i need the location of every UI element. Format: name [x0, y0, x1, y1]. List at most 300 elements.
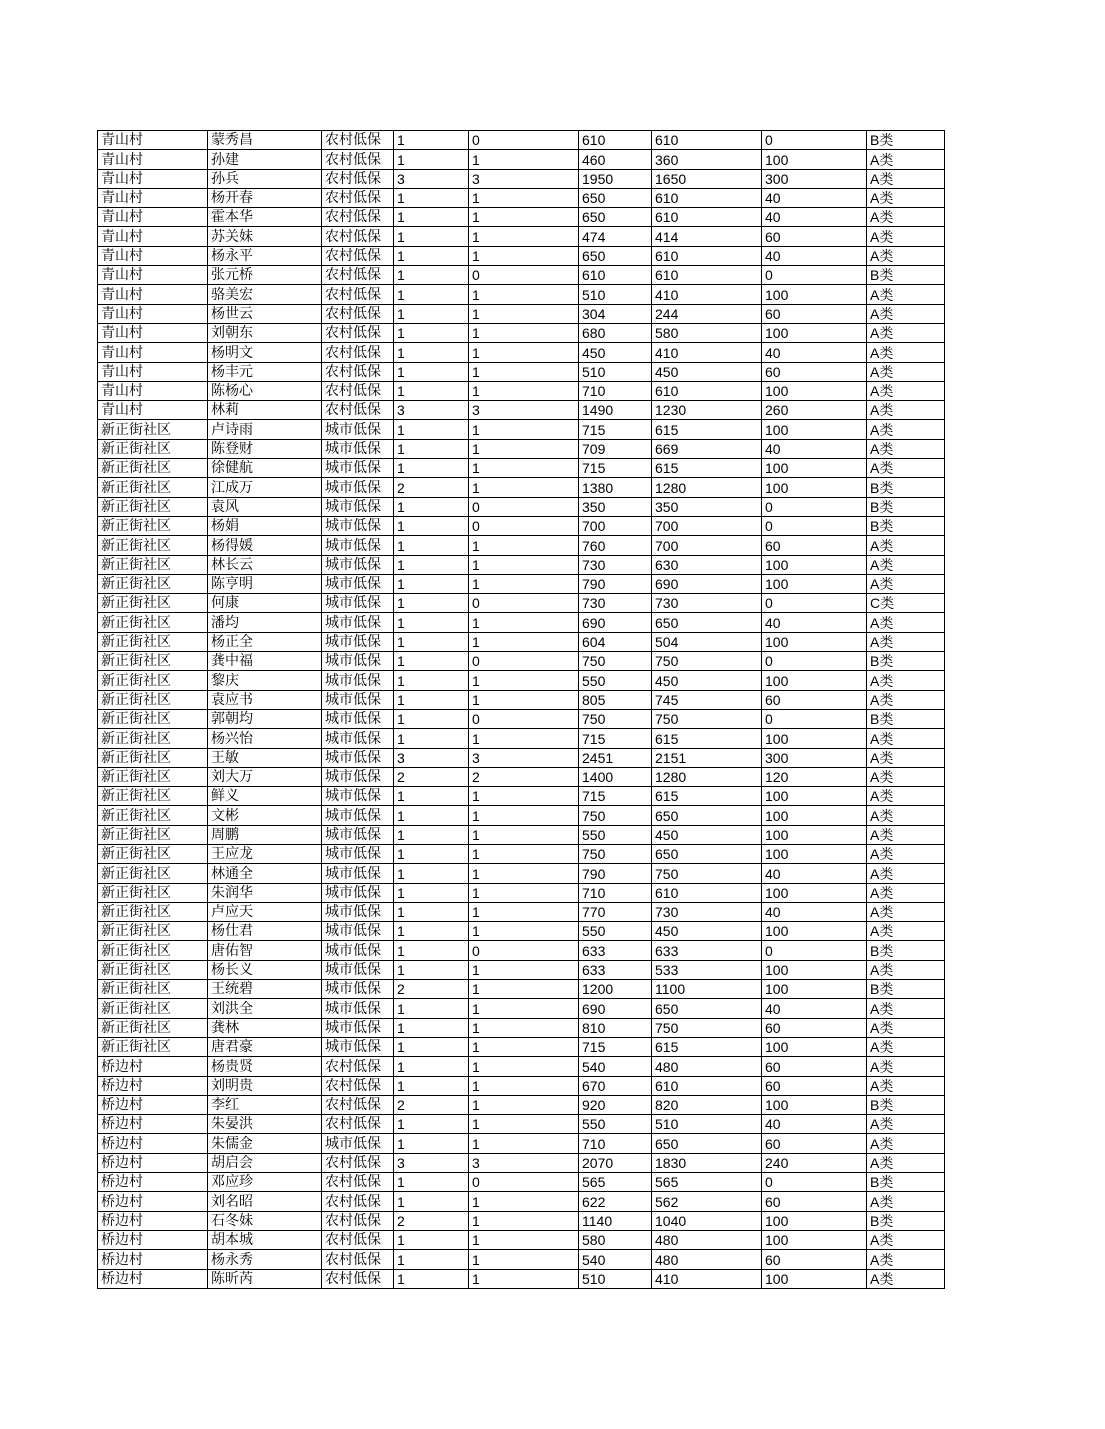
income-cell: 690 — [652, 574, 762, 593]
household-size-cell: 1 — [394, 825, 469, 844]
name-cell: 江成万 — [208, 478, 322, 497]
income-cell: 450 — [652, 362, 762, 381]
standard-cell: 633 — [579, 960, 652, 979]
standard-cell: 715 — [579, 459, 652, 478]
household-size-cell: 1 — [394, 266, 469, 285]
household-size-cell: 2 — [394, 767, 469, 786]
table-row — [98, 922, 945, 941]
name-cell: 杨仕君 — [208, 922, 322, 941]
count-cell: 1 — [469, 1095, 579, 1114]
count-cell: 1 — [469, 671, 579, 690]
name-cell: 龚中福 — [208, 652, 322, 671]
standard-cell: 580 — [579, 1230, 652, 1249]
table-row — [98, 574, 945, 593]
table-row — [98, 285, 945, 304]
income-cell: 480 — [652, 1057, 762, 1076]
income-cell: 360 — [652, 150, 762, 169]
type-cell: 城市低保 — [322, 555, 394, 574]
subsidy-cell: 100 — [762, 150, 867, 169]
income-cell: 410 — [652, 285, 762, 304]
subsidy-cell: 60 — [762, 536, 867, 555]
type-cell: 城市低保 — [322, 787, 394, 806]
type-cell: 城市低保 — [322, 806, 394, 825]
count-cell: 1 — [469, 613, 579, 632]
table-row — [98, 246, 945, 265]
category-cell: A类 — [867, 343, 945, 362]
standard-cell: 622 — [579, 1192, 652, 1211]
household-size-cell: 1 — [394, 1230, 469, 1249]
category-cell: A类 — [867, 844, 945, 863]
table-row — [98, 1134, 945, 1153]
subsidy-cell: 100 — [762, 806, 867, 825]
household-size-cell: 2 — [394, 478, 469, 497]
name-cell: 骆美宏 — [208, 285, 322, 304]
income-cell: 615 — [652, 787, 762, 806]
category-cell: A类 — [867, 574, 945, 593]
household-size-cell: 1 — [394, 188, 469, 207]
type-cell: 城市低保 — [322, 1018, 394, 1037]
standard-cell: 550 — [579, 922, 652, 941]
subsidy-cell: 40 — [762, 439, 867, 458]
subsidy-cell: 0 — [762, 497, 867, 516]
standard-cell: 610 — [579, 131, 652, 150]
category-cell: A类 — [867, 1115, 945, 1134]
standard-cell: 350 — [579, 497, 652, 516]
standard-cell: 474 — [579, 227, 652, 246]
standard-cell: 770 — [579, 902, 652, 921]
type-cell: 农村低保 — [322, 1173, 394, 1192]
table-row — [98, 652, 945, 671]
type-cell: 城市低保 — [322, 516, 394, 535]
category-cell: A类 — [867, 1057, 945, 1076]
standard-cell: 633 — [579, 941, 652, 960]
income-cell: 610 — [652, 381, 762, 400]
household-size-cell: 1 — [394, 806, 469, 825]
income-cell: 244 — [652, 304, 762, 323]
subsidy-cell: 100 — [762, 671, 867, 690]
income-cell: 820 — [652, 1095, 762, 1114]
name-cell: 胡启会 — [208, 1153, 322, 1172]
income-cell: 750 — [652, 652, 762, 671]
type-cell: 农村低保 — [322, 266, 394, 285]
household-size-cell: 3 — [394, 1153, 469, 1172]
type-cell: 城市低保 — [322, 536, 394, 555]
count-cell: 0 — [469, 131, 579, 150]
category-cell: A类 — [867, 787, 945, 806]
standard-cell: 670 — [579, 1076, 652, 1095]
count-cell: 1 — [469, 459, 579, 478]
name-cell: 周鹏 — [208, 825, 322, 844]
table-row — [98, 1057, 945, 1076]
standard-cell: 730 — [579, 555, 652, 574]
subsidy-cell: 100 — [762, 787, 867, 806]
area-cell: 青山村 — [98, 150, 208, 169]
count-cell: 1 — [469, 864, 579, 883]
standard-cell: 690 — [579, 999, 652, 1018]
table-row — [98, 980, 945, 999]
category-cell: A类 — [867, 825, 945, 844]
standard-cell: 750 — [579, 652, 652, 671]
count-cell: 1 — [469, 1115, 579, 1134]
subsidy-cell: 40 — [762, 864, 867, 883]
name-cell: 唐佑智 — [208, 941, 322, 960]
household-size-cell: 1 — [394, 574, 469, 593]
count-cell: 1 — [469, 323, 579, 342]
area-cell: 新正街社区 — [98, 980, 208, 999]
category-cell: B类 — [867, 497, 945, 516]
household-size-cell: 1 — [394, 1115, 469, 1134]
income-cell: 610 — [652, 883, 762, 902]
area-cell: 青山村 — [98, 227, 208, 246]
subsidy-cell: 100 — [762, 1095, 867, 1114]
name-cell: 石冬妹 — [208, 1211, 322, 1230]
type-cell: 城市低保 — [322, 652, 394, 671]
table-row — [98, 767, 945, 786]
count-cell: 1 — [469, 883, 579, 902]
standard-cell: 920 — [579, 1095, 652, 1114]
standard-cell: 650 — [579, 246, 652, 265]
area-cell: 新正街社区 — [98, 922, 208, 941]
income-cell: 650 — [652, 806, 762, 825]
name-cell: 陈杨心 — [208, 381, 322, 400]
standard-cell: 750 — [579, 806, 652, 825]
income-cell: 730 — [652, 902, 762, 921]
count-cell: 1 — [469, 1269, 579, 1288]
name-cell: 郭朝均 — [208, 709, 322, 728]
category-cell: A类 — [867, 960, 945, 979]
category-cell: A类 — [867, 632, 945, 651]
table-row — [98, 555, 945, 574]
subsidy-cell: 40 — [762, 343, 867, 362]
name-cell: 杨得媛 — [208, 536, 322, 555]
count-cell: 1 — [469, 478, 579, 497]
household-size-cell: 1 — [394, 922, 469, 941]
type-cell: 城市低保 — [322, 1037, 394, 1056]
type-cell: 城市低保 — [322, 767, 394, 786]
income-cell: 510 — [652, 1115, 762, 1134]
area-cell: 桥边村 — [98, 1230, 208, 1249]
type-cell: 城市低保 — [322, 420, 394, 439]
household-size-cell: 1 — [394, 709, 469, 728]
area-cell: 新正街社区 — [98, 902, 208, 921]
type-cell: 城市低保 — [322, 613, 394, 632]
area-cell: 桥边村 — [98, 1173, 208, 1192]
standard-cell: 790 — [579, 574, 652, 593]
area-cell: 新正街社区 — [98, 941, 208, 960]
area-cell: 新正街社区 — [98, 671, 208, 690]
category-cell: A类 — [867, 381, 945, 400]
name-cell: 王应龙 — [208, 844, 322, 863]
count-cell: 1 — [469, 1057, 579, 1076]
name-cell: 何康 — [208, 594, 322, 613]
subsidy-cell: 100 — [762, 844, 867, 863]
income-cell: 750 — [652, 1018, 762, 1037]
category-cell: C类 — [867, 594, 945, 613]
table-row — [98, 208, 945, 227]
type-cell: 城市低保 — [322, 729, 394, 748]
income-cell: 750 — [652, 709, 762, 728]
table-row — [98, 401, 945, 420]
income-cell: 615 — [652, 459, 762, 478]
subsidy-cell: 0 — [762, 1173, 867, 1192]
count-cell: 1 — [469, 420, 579, 439]
count-cell: 1 — [469, 825, 579, 844]
area-cell: 新正街社区 — [98, 497, 208, 516]
household-size-cell: 1 — [394, 1134, 469, 1153]
income-cell: 565 — [652, 1173, 762, 1192]
category-cell: A类 — [867, 188, 945, 207]
income-cell: 630 — [652, 555, 762, 574]
category-cell: A类 — [867, 150, 945, 169]
name-cell: 杨长义 — [208, 960, 322, 979]
name-cell: 朱晏洪 — [208, 1115, 322, 1134]
standard-cell: 2070 — [579, 1153, 652, 1172]
household-size-cell: 1 — [394, 516, 469, 535]
count-cell: 1 — [469, 632, 579, 651]
household-size-cell: 1 — [394, 1192, 469, 1211]
income-cell: 1040 — [652, 1211, 762, 1230]
subsidy-cell: 40 — [762, 208, 867, 227]
area-cell: 青山村 — [98, 208, 208, 227]
name-cell: 孙建 — [208, 150, 322, 169]
table-row — [98, 1173, 945, 1192]
category-cell: A类 — [867, 690, 945, 709]
table-row — [98, 131, 945, 150]
table-row — [98, 1192, 945, 1211]
table-row — [98, 632, 945, 651]
count-cell: 0 — [469, 594, 579, 613]
name-cell: 卢应天 — [208, 902, 322, 921]
household-size-cell: 1 — [394, 902, 469, 921]
name-cell: 张元桥 — [208, 266, 322, 285]
table-row — [98, 266, 945, 285]
household-size-cell: 1 — [394, 497, 469, 516]
category-cell: A类 — [867, 999, 945, 1018]
count-cell: 1 — [469, 304, 579, 323]
category-cell: A类 — [867, 208, 945, 227]
name-cell: 陈登财 — [208, 439, 322, 458]
income-cell: 414 — [652, 227, 762, 246]
count-cell: 1 — [469, 150, 579, 169]
category-cell: A类 — [867, 285, 945, 304]
table-row — [98, 497, 945, 516]
household-size-cell: 3 — [394, 401, 469, 420]
area-cell: 青山村 — [98, 285, 208, 304]
name-cell: 陈昕芮 — [208, 1269, 322, 1288]
area-cell: 新正街社区 — [98, 883, 208, 902]
count-cell: 1 — [469, 729, 579, 748]
area-cell: 桥边村 — [98, 1211, 208, 1230]
name-cell: 杨兴怡 — [208, 729, 322, 748]
standard-cell: 565 — [579, 1173, 652, 1192]
category-cell: B类 — [867, 131, 945, 150]
household-size-cell: 2 — [394, 1095, 469, 1114]
type-cell: 农村低保 — [322, 304, 394, 323]
category-cell: A类 — [867, 1018, 945, 1037]
count-cell: 1 — [469, 188, 579, 207]
name-cell: 刘朝东 — [208, 323, 322, 342]
type-cell: 城市低保 — [322, 999, 394, 1018]
income-cell: 410 — [652, 1269, 762, 1288]
name-cell: 朱儒金 — [208, 1134, 322, 1153]
income-cell: 610 — [652, 131, 762, 150]
area-cell: 青山村 — [98, 304, 208, 323]
household-size-cell: 1 — [394, 1250, 469, 1269]
area-cell: 新正街社区 — [98, 478, 208, 497]
household-size-cell: 1 — [394, 439, 469, 458]
table-row — [98, 806, 945, 825]
table-row — [98, 1230, 945, 1249]
table-row — [98, 1250, 945, 1269]
standard-cell: 2451 — [579, 748, 652, 767]
category-cell: A类 — [867, 401, 945, 420]
subsidy-cell: 40 — [762, 613, 867, 632]
subsidy-cell: 100 — [762, 323, 867, 342]
category-cell: A类 — [867, 1134, 945, 1153]
subsidy-cell: 0 — [762, 266, 867, 285]
count-cell: 1 — [469, 806, 579, 825]
household-size-cell: 1 — [394, 883, 469, 902]
category-cell: A类 — [867, 536, 945, 555]
table-row — [98, 613, 945, 632]
area-cell: 青山村 — [98, 169, 208, 188]
subsidy-cell: 300 — [762, 169, 867, 188]
table-row — [98, 709, 945, 728]
area-cell: 新正街社区 — [98, 1037, 208, 1056]
type-cell: 农村低保 — [322, 1115, 394, 1134]
area-cell: 新正街社区 — [98, 459, 208, 478]
type-cell: 城市低保 — [322, 497, 394, 516]
standard-cell: 650 — [579, 208, 652, 227]
standard-cell: 710 — [579, 1134, 652, 1153]
household-size-cell: 1 — [394, 671, 469, 690]
area-cell: 青山村 — [98, 266, 208, 285]
type-cell: 农村低保 — [322, 1057, 394, 1076]
name-cell: 袁应书 — [208, 690, 322, 709]
area-cell: 新正街社区 — [98, 555, 208, 574]
name-cell: 王敏 — [208, 748, 322, 767]
subsidy-cell: 100 — [762, 555, 867, 574]
subsidy-cell: 60 — [762, 362, 867, 381]
standard-cell: 730 — [579, 594, 652, 613]
subsidy-cell: 40 — [762, 246, 867, 265]
table-row — [98, 1076, 945, 1095]
income-cell: 633 — [652, 941, 762, 960]
household-size-cell: 1 — [394, 960, 469, 979]
table-row — [98, 343, 945, 362]
table-row — [98, 439, 945, 458]
table-row — [98, 150, 945, 169]
category-cell: A类 — [867, 806, 945, 825]
data-table — [97, 130, 945, 1289]
count-cell: 1 — [469, 1250, 579, 1269]
household-size-cell: 1 — [394, 536, 469, 555]
income-cell: 669 — [652, 439, 762, 458]
standard-cell: 550 — [579, 671, 652, 690]
area-cell: 青山村 — [98, 188, 208, 207]
household-size-cell: 1 — [394, 1076, 469, 1095]
income-cell: 750 — [652, 864, 762, 883]
subsidy-cell: 40 — [762, 902, 867, 921]
count-cell: 1 — [469, 1018, 579, 1037]
standard-cell: 690 — [579, 613, 652, 632]
household-size-cell: 1 — [394, 323, 469, 342]
table-row — [98, 787, 945, 806]
subsidy-cell: 60 — [762, 1250, 867, 1269]
income-cell: 610 — [652, 246, 762, 265]
area-cell: 桥边村 — [98, 1095, 208, 1114]
type-cell: 城市低保 — [322, 844, 394, 863]
area-cell: 新正街社区 — [98, 787, 208, 806]
category-cell: A类 — [867, 922, 945, 941]
category-cell: B类 — [867, 516, 945, 535]
income-cell: 480 — [652, 1230, 762, 1249]
standard-cell: 610 — [579, 266, 652, 285]
type-cell: 农村低保 — [322, 323, 394, 342]
household-size-cell: 1 — [394, 381, 469, 400]
standard-cell: 710 — [579, 883, 652, 902]
household-size-cell: 1 — [394, 1269, 469, 1288]
type-cell: 农村低保 — [322, 1192, 394, 1211]
category-cell: B类 — [867, 1095, 945, 1114]
subsidy-cell: 100 — [762, 960, 867, 979]
subsidy-cell: 100 — [762, 980, 867, 999]
income-cell: 1230 — [652, 401, 762, 420]
name-cell: 潘均 — [208, 613, 322, 632]
standard-cell: 460 — [579, 150, 652, 169]
category-cell: B类 — [867, 709, 945, 728]
income-cell: 615 — [652, 420, 762, 439]
count-cell: 1 — [469, 285, 579, 304]
type-cell: 城市低保 — [322, 439, 394, 458]
standard-cell: 710 — [579, 381, 652, 400]
household-size-cell: 1 — [394, 613, 469, 632]
standard-cell: 510 — [579, 285, 652, 304]
income-cell: 2151 — [652, 748, 762, 767]
table-row — [98, 304, 945, 323]
table-row — [98, 748, 945, 767]
area-cell: 新正街社区 — [98, 439, 208, 458]
type-cell: 农村低保 — [322, 1076, 394, 1095]
area-cell: 青山村 — [98, 381, 208, 400]
count-cell: 1 — [469, 1134, 579, 1153]
standard-cell: 604 — [579, 632, 652, 651]
category-cell: A类 — [867, 459, 945, 478]
household-size-cell: 1 — [394, 999, 469, 1018]
count-cell: 0 — [469, 941, 579, 960]
category-cell: A类 — [867, 902, 945, 921]
subsidy-cell: 100 — [762, 1037, 867, 1056]
subsidy-cell: 100 — [762, 1230, 867, 1249]
category-cell: A类 — [867, 1192, 945, 1211]
subsidy-cell: 40 — [762, 999, 867, 1018]
income-cell: 615 — [652, 729, 762, 748]
household-size-cell: 1 — [394, 594, 469, 613]
count-cell: 1 — [469, 227, 579, 246]
standard-cell: 550 — [579, 1115, 652, 1134]
table-row — [98, 671, 945, 690]
household-size-cell: 1 — [394, 632, 469, 651]
name-cell: 王统碧 — [208, 980, 322, 999]
household-size-cell: 2 — [394, 980, 469, 999]
count-cell: 0 — [469, 1173, 579, 1192]
type-cell: 农村低保 — [322, 188, 394, 207]
income-cell: 745 — [652, 690, 762, 709]
area-cell: 青山村 — [98, 246, 208, 265]
household-size-cell: 1 — [394, 1018, 469, 1037]
count-cell: 1 — [469, 1192, 579, 1211]
area-cell: 青山村 — [98, 323, 208, 342]
